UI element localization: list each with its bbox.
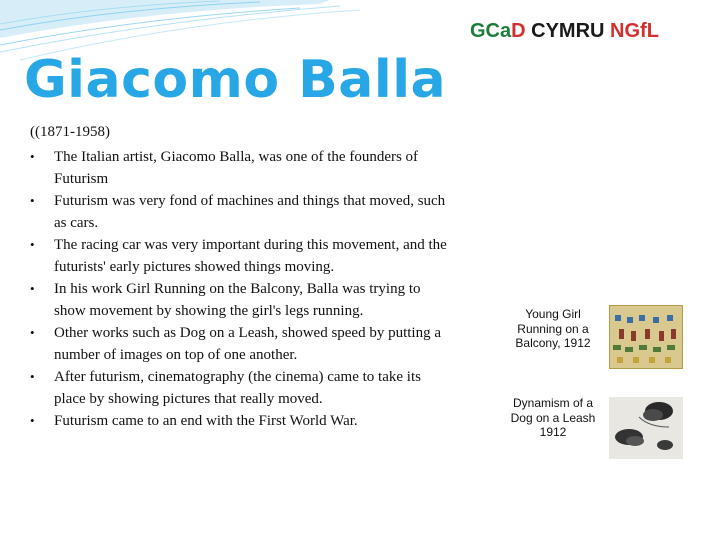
artwork-caption-dog-leash: Dynamism of a Dog on a Leash 1912 (510, 396, 596, 439)
bullet-icon: • (30, 237, 35, 252)
bullet-item: • In his work Girl Running on the Balcony, Balla was trying to show movement by showing the girl's legs running. (30, 278, 450, 322)
bullet-item: • Other works such as Dog on a Leash, showed speed by putting a number of images on top of one another. (30, 322, 450, 366)
bullet-icon: • (30, 149, 35, 164)
artist-dates: ((1871-1958) (30, 124, 110, 140)
bullet-item: • Futurism came to an end with the First World War. (30, 410, 450, 432)
bullet-icon: • (30, 413, 35, 428)
gcad-cymru-ngfl-logo: GCaD CYMRU NGfL (470, 20, 659, 42)
bullet-list (30, 146, 450, 432)
bullet-item: • After futurism, cinematography (the cinema) came to take its place by showing pictures that really moved. (30, 366, 450, 410)
bullet-icon: • (30, 281, 35, 296)
girl-running-balcony-image (609, 305, 683, 369)
bullet-item: • The Italian artist, Giacomo Balla, was one of the founders of Futurism (30, 146, 450, 190)
bullet-item: • Futurism was very fond of machines and things that moved, such as cars. (30, 190, 450, 234)
bullet-item: • The racing car was very important during this movement, and the futurists' early pictures showed things moving. (30, 234, 450, 278)
dog-on-leash-image (609, 397, 683, 459)
bullet-icon: • (30, 193, 35, 208)
bullet-icon: • (30, 369, 35, 384)
artwork-caption-girl-running: Young Girl Running on a Balcony, 1912 (515, 307, 591, 350)
page-title: Giacomo Balla (24, 50, 447, 110)
bullet-icon: • (30, 325, 35, 340)
